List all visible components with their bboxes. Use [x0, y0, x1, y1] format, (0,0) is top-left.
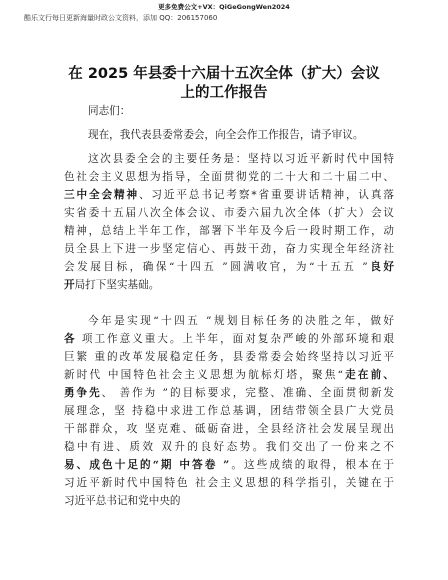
- p3-line-3: 巨繁 重的改革发展稳定任务，县委常委会始终坚持以习近平: [64, 351, 394, 363]
- p2-bold-span: 良好: [367, 261, 394, 273]
- p3-line-6: 展理念，坚 持稳中求进工作总基调，团结带领全县广大党员: [64, 405, 394, 417]
- subheader-note: 酷乐文行每日更新海量时政公文资料，添加 QQ：206157060: [24, 14, 218, 22]
- p2-line-7: [64, 258, 394, 276]
- p3-line-5: [64, 384, 394, 402]
- p3-line-2-rest: 项工作意义重大。上半年，面对复杂严峻的外部环境和艰: [76, 333, 394, 345]
- p3-line-1: 今年是实现“十四五 ”规划目标任务的决胜之年，做好: [88, 315, 394, 327]
- p2-line-2: 色社会主义思想为指导，全面贯彻党的二十大和二十届二中、: [64, 171, 394, 183]
- p3-line-11: 习近平总书记和党中央的: [64, 495, 181, 507]
- p3-line-10: 习近平新时代中国特色 社会主义思想的科学指引，关键在于: [64, 477, 394, 489]
- p2-line-7-text: 会发展目标，确保“十四五 ”圆满收官，为“十五五 ”: [64, 261, 368, 273]
- title-line-1: 在 2025 年县委十六届十五次全体（扩大）会议: [68, 66, 380, 82]
- p2-line-8-rest: 局打下坚实基础。: [74, 279, 160, 291]
- p3-line-4: [64, 366, 394, 384]
- p3-bold-span: 勇争先: [64, 387, 102, 399]
- document-title: [40, 65, 408, 103]
- p3-line-9: [64, 456, 394, 474]
- p2-line-1: 这次县委全会的主要任务是：坚持以习近平新时代中国特: [88, 153, 394, 165]
- p3-bold-span: 各: [64, 333, 77, 345]
- p3-line-2: [64, 330, 394, 348]
- p3-bold-span: 走在前、: [342, 369, 394, 381]
- p3-line-4-text: 新时代 中国特色社会主义思想为航标灯塔，聚焦“: [64, 369, 343, 381]
- p3-line-9-rest: 。这些成绩的取得，根本在于: [229, 459, 395, 471]
- greeting: 同志们：: [88, 105, 131, 117]
- p3-bold-span: 易、成色十足的“期 中答卷 ”: [64, 459, 230, 471]
- p3-line-5-rest: 、 善作为 ”的目标要求，完整、准确、全面贯彻新发: [101, 387, 394, 399]
- p2-line-6: 员全县上下进一步坚定信心、再鼓干劲，奋力实现全年经济社: [64, 243, 394, 255]
- p2-line-5: 精神，总结上半年工作，部署下半年及今后一段时期工作，动: [64, 225, 394, 237]
- p2-line-3-rest: 、习近平总书记考察*省重要讲话精神，认真落: [138, 189, 395, 201]
- p2-line-8: [64, 276, 394, 294]
- title-line-2: 上的工作报告: [180, 85, 268, 101]
- p2-line-4: 实省委十五届八次全体会议、市委六届九次全体（扩大）会议: [64, 207, 394, 219]
- top-banner: 更多免费公文+VX：QiGeGongWen2024: [158, 3, 290, 11]
- p3-line-8: 稳中有进、质效 双升的良好态势。我们交出了一份来之不: [64, 441, 394, 453]
- p3-line-7: 干部群众，攻 坚克难、砥砺奋进，全县经济社会发展呈现出: [64, 423, 394, 435]
- p2-bold-span: 三中全会精神: [64, 189, 139, 201]
- p2-bold-span: 开: [64, 279, 75, 291]
- p2-line-3: [64, 186, 394, 204]
- paragraph-1: 现在，我代表县委常委会，向全会作工作报告，请予审议。: [88, 129, 364, 141]
